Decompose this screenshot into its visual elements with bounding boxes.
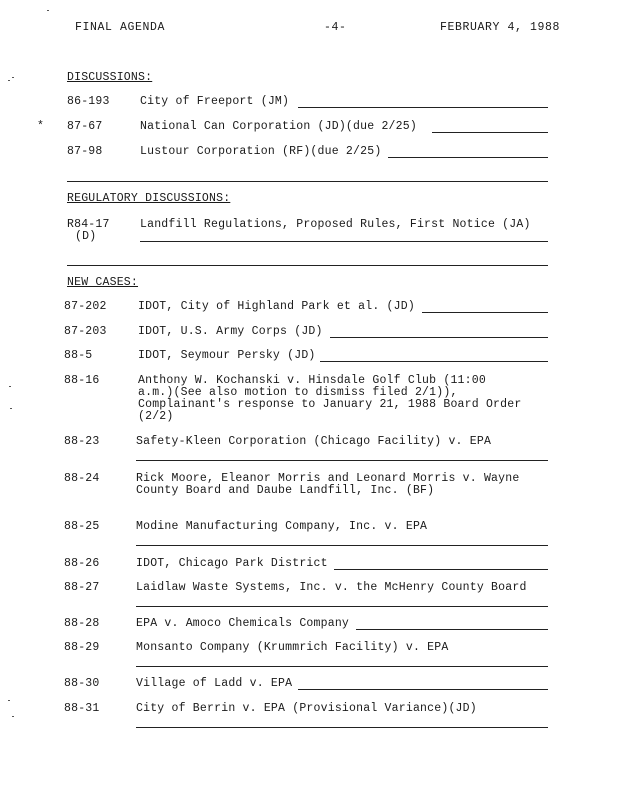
item-docket-suffix: (D) [75, 230, 97, 243]
item-text: IDOT, Chicago Park District [136, 557, 328, 570]
item-number: 88-23 [64, 435, 100, 448]
item-text-line: (2/2) [138, 410, 174, 423]
item-number: 88-30 [64, 677, 100, 690]
item-text: Village of Ladd v. EPA [136, 677, 293, 690]
header-agenda-title: FINAL AGENDA [75, 21, 166, 34]
fill-line [432, 132, 548, 133]
scan-speck [10, 408, 12, 409]
fill-line [330, 337, 548, 338]
item-number: 87-203 [64, 325, 107, 338]
item-number: 88-26 [64, 557, 100, 570]
scan-speck [9, 386, 11, 387]
item-number: 88-5 [64, 349, 93, 362]
fill-line [334, 569, 548, 570]
item-text: IDOT, U.S. Army Corps (JD) [138, 325, 323, 338]
item-text: IDOT, City of Highland Park et al. (JD) [138, 300, 415, 313]
header-page-number: -4- [324, 21, 347, 34]
header-date: FEBRUARY 4, 1988 [440, 21, 561, 34]
item-text: City of Freeport (JM) [140, 95, 290, 108]
section-title-new-cases: NEW CASES: [67, 276, 139, 289]
fill-line [422, 312, 548, 313]
item-text-line: County Board and Daube Landfill, Inc. (BF) [136, 484, 435, 497]
item-text: National Can Corporation (JD)(due 2/25) [140, 120, 417, 133]
fill-line [136, 606, 548, 607]
item-number: 87-67 [67, 120, 103, 133]
item-number: 88-27 [64, 581, 100, 594]
scan-speck [12, 716, 14, 717]
asterisk-marker: * [37, 120, 45, 133]
item-text: Monsanto Company (Krummrich Facility) v. EPA [136, 641, 449, 654]
separator-line [67, 265, 548, 266]
item-text-line: a.m.)(See also motion to dismiss filed 2/1)), [138, 386, 458, 399]
item-number: 88-24 [64, 472, 100, 485]
separator-line [67, 181, 548, 182]
item-text: IDOT, Seymour Persky (JD) [138, 349, 316, 362]
item-text-line: Complainant's response to January 21, 1988 Board Order [138, 398, 522, 411]
item-number: 88-16 [64, 374, 100, 387]
item-text: Safety-Kleen Corporation (Chicago Facility) v. EPA [136, 435, 492, 448]
scan-speck [8, 80, 10, 81]
item-text: City of Berrin v. EPA (Provisional Variance)(JD) [136, 702, 477, 715]
item-number: 87-98 [67, 145, 103, 158]
fill-line [388, 157, 548, 158]
item-number: 87-202 [64, 300, 107, 313]
item-text-line: Anthony W. Kochanski v. Hinsdale Golf Club (11:00 [138, 374, 486, 387]
item-number: 88-25 [64, 520, 100, 533]
item-text: Modine Manufacturing Company, Inc. v. EPA [136, 520, 428, 533]
item-number: R84-17 [67, 218, 110, 231]
fill-line [298, 107, 548, 108]
fill-line [136, 545, 548, 546]
fill-line [136, 666, 548, 667]
item-number: 88-28 [64, 617, 100, 630]
item-text-line: Rick Moore, Eleanor Morris and Leonard Morris v. Wayne [136, 472, 520, 485]
section-title-discussions: DISCUSSIONS: [67, 71, 153, 84]
fill-line [320, 361, 548, 362]
fill-line [136, 460, 548, 461]
section-title-regulatory: REGULATORY DISCUSSIONS: [67, 192, 231, 205]
fill-line [298, 689, 548, 690]
item-number: 88-31 [64, 702, 100, 715]
item-text: EPA v. Amoco Chemicals Company [136, 617, 350, 630]
fill-line [136, 727, 548, 728]
scan-speck [12, 77, 14, 78]
item-text: Landfill Regulations, Proposed Rules, First Notice (JA) [140, 218, 531, 231]
item-text: Lustour Corporation (RF)(due 2/25) [140, 145, 382, 158]
scan-speck [8, 700, 10, 701]
fill-line [356, 629, 548, 630]
fill-line [140, 241, 548, 242]
item-number: 86-193 [67, 95, 110, 108]
item-number: 88-29 [64, 641, 100, 654]
item-text: Laidlaw Waste Systems, Inc. v. the McHenry County Board [136, 581, 527, 594]
scan-speck [47, 10, 49, 11]
